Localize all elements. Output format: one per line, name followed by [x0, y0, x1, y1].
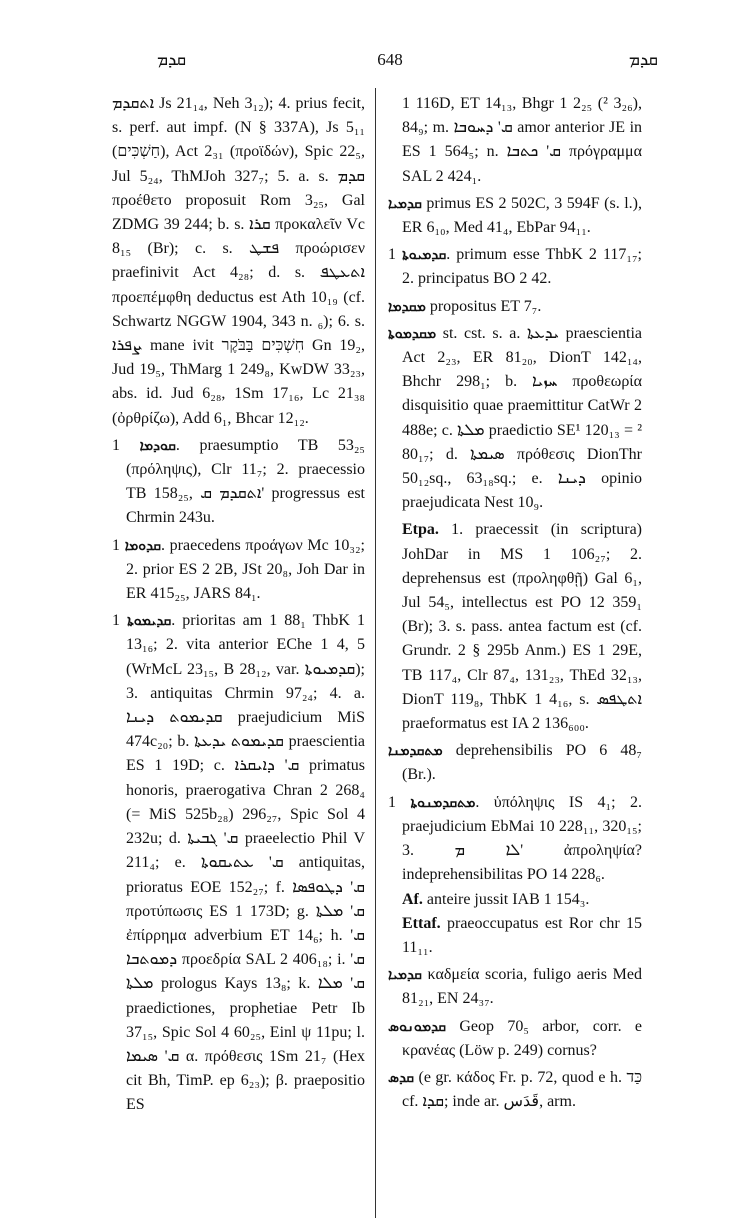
entry-text: 1. praecessit (in scriptura) JohDar in MS 1 106₂₇; 2. deprehensus est (προληφθῇ) Gal 6₁, Jul 54₅, intellectus est PO 12 359₁ (Br); 3. s. pass. antea factum est (cf. Grundr. 2 § 295b Anm.) ES 1 29E, TB 117₄, Clr 87₄, 131₂₃, ThEd 32₁₃, DionT 119₈, ThbK 1 4₁₆, s. ܐܬܛܦܣ praeformatus est IA 2 136₆₀₀.: [402, 521, 642, 733]
entry-lemma: Ettaf.: [402, 914, 441, 932]
entry-lemma: ܡܬܩܕܡܢܐ: [388, 743, 443, 760]
right-column: [388, 92, 642, 1114]
entry-text: deprehensibilis PO 6 48₇ (Br.).: [402, 742, 642, 784]
entry-text: propositus ET 7₇.: [429, 297, 542, 315]
entry-text: (e gr. κάδος Fr. p. 72, quod e h. כַּד cf. ܩܕܐ; inde ar. قَدَس, arm.: [402, 1068, 643, 1111]
entry-text: 1. praesumptio TB 53₂₅ (πρόληψις), Clr 11₇; 2. praecessio TB 158₂₅, ܐܬܩܕܡ ܩ' progressus est Chrmin 243u.: [112, 436, 366, 527]
entry-lemma: ܩܕܣ: [388, 1069, 414, 1086]
dictionary-entry: [112, 609, 365, 1117]
entry-lemma: ܡܬܩܕܡܢܘܬܐ: [410, 794, 476, 811]
entry-lemma: ܩܕܡܝܐ: [388, 195, 422, 212]
column-divider: [375, 88, 376, 1218]
entry-text: anteire jussit IAB 1 154₃.: [426, 890, 590, 908]
entry-text: Geop 70₅ arbor, corr. e κρανέας (Löw p. 249) cornus?: [402, 1017, 643, 1059]
entry-text: ܐܬܩܕܡ Js 21₁₄, Neh 3₁₂); 4. prius fecit, s. perf. aut impf. (N § 337A), Js 5₁₁ (חַשְׁכִּים), Act 2₃₁ (προϊδών), Spic 22₅, Jul 5₂₄, ThMJoh 327₇; 5. a. s. ܩܕܡ προέθετο proposuit Rom 3₂₅, Gal ZDMG 39 244; b. s. ܩܪܐ προκαλεῖν Vc 8₁₅ (Br); c. s. ܦܫܛ προώρισεν praefinivit Act 4₂₈; d. s. ܐܬܥܛܦ προεπέμφθη deductus est Ath 10₁₉ (cf. Schwartz NGGW 1904, 343 n. ₆); 6. s. ܨܦܪܐ mane ivit חִשְׁכִּים בַּבֹּקֶר Gn 19₂, Jud 19₅, ThMarg 1 249₈, KwDW 33₂₃, abs. id. Jud 6₂₈, 1Sm 17₁₆, Lc 21₃₈ (ὀρθρίζω), Add 6₁, Bhcar 12₁₂.: [112, 95, 366, 427]
entry-continuation: [112, 92, 365, 431]
entry-lemma: ܩܕܘܡܐ: [124, 537, 161, 554]
dictionary-entry: [388, 518, 642, 736]
left-column: [112, 92, 365, 1118]
entry-text: 1 116D, ET 14₁₃, Bhgr 1 2₂₅ (² 3₂₆), 84₉; m. ܩ' ܕܚܘܒܐ amor anterior JE in ES 1 564₅; n. ܩ' ܟܬܒܐ πρόγραμμα SAL 2 424₁.: [402, 95, 643, 185]
entry-continuation: [388, 92, 642, 189]
entry-text: st. cst. s. a. ܝܕܥܬܐ praescientia Act 2₂₃, ER 81₂₀, DionT 142₁₄, Bhchr 298₁; b. ܚܙܝܐ προθεωρία disquisitio quae praemittitur CatWr 2 488e; c. ܡܠܬܐ praedictio SE¹ 120₁₃ = ² 80₁₇; d. ܣܝܡܬܐ πρόθεσις DionThr 50₁₂sq., 63₁₈sq.; e. ܕܝܢܐ opinio praejudicata Nest 10₉.: [402, 324, 643, 512]
dictionary-entry: [388, 739, 642, 787]
dictionary-entry: [388, 1066, 642, 1114]
entry-lemma: Af.: [402, 890, 423, 908]
entry-lemma: ܡܩܕܡܐ: [388, 298, 426, 315]
page-number: 648: [377, 50, 403, 69]
entry-lemma: Etpa.: [402, 521, 439, 539]
dictionary-entry: [388, 963, 642, 1011]
dictionary-entry: [112, 534, 365, 607]
entry-text: 1. ὑπόληψις IS 4₁; 2. praejudicium EbMai 10 228₁₁, 320₁₅; 3. ܠܐ ܡ' ἀπροληψία? indeprehensibilitas PO 14 228₆.: [388, 793, 643, 884]
entry-text: 1. primum esse ThbK 2 117₁₇; 2. principatus BO 2 42.: [388, 246, 643, 288]
dictionary-entry: [388, 192, 642, 240]
dictionary-entry: [388, 322, 642, 516]
entry-lemma: ܩܕܡܝܘܬܐ: [402, 247, 447, 264]
entry-lemma: ܩܕܝܡܘܬܐ: [127, 613, 172, 630]
page-header: [95, 50, 685, 80]
dictionary-entry: [388, 243, 642, 291]
entry-text: 1. praecedens προάγων Mc 10₃₂; 2. prior ES 2 2B, JSt 20₈, Joh Dar in ER 415₂₅, JARS 84₁.: [112, 536, 366, 603]
entry-text: 1. prioritas am 1 88₁ ThbK 1 13₁₆; 2. vita anterior EChe 1 4, 5 (WrMcL 23₁₅, B 28₁₂, var. ܩܕܡܝܘܬܐ); 3. antiquitas Chrmin 97₂₄; 4. a. ܩܕܝܡܘܬ ܕܝܢܐ praejudicium MiS 474c₂₀; b. ܩܕܝܡܘܬ ܝܕܥܬܐ praescientia ES 1 19D; c. ܩ' ܕܐܝܩܪܐ primatus honoris, praerogativa Chran 2 268₄ (= MiS 525b₂₈) 296₂₇, Spic Sol 4 232u; d. ܩ' ܓܒܝܬܐ praeelectio Phil V 211₄; e. ܩ' ܥܬܝܩܘܬܐ antiquitas, prioratus EOE 152₂₇; f. ܩ' ܕܛܘܦܣܐ προτύπωσις ES 1 173D; g. ܩ' ܡܠܬܐ ἐπίρρημα adverbium ET 14₆; h. ܩ' ܕܡܘܬܒܐ προεδρία SAL 2 406₁₈; i. ܩ' ܡܠܬܐ prologus Kays 13₈; k. ܩ' ܡܠܐ praedictiones, prophetiae Petr Ib 37₁₅, Spic Sol 4 60₂₅, Einl ψ 11pu; l. ܩ' ܣܝܡܐ α. πρόθεσις 1Sm 21₇ (Hex cit Bh, TimP. ep 6₂₃); β. praepositio ES: [112, 612, 366, 1114]
entry-text: καδμεία scoria, fuligo aeris Med 81₂₁, EN 24₃₇.: [402, 966, 643, 1008]
dictionary-entry: [388, 791, 642, 888]
dictionary-entry: [388, 295, 642, 319]
right-running-headword: ܩܕܡ: [628, 50, 658, 70]
entry-lemma: ܩܕܡܘܢܘܣ: [388, 1018, 446, 1035]
dictionary-entry: [388, 912, 642, 960]
entry-lemma: ܡܩܕܡܘܬܐ: [388, 325, 437, 342]
entry-text: primus ES 2 502C, 3 594F (s. l.), ER 6₁₀, Med 41₄, EbPar 94₁₁.: [402, 194, 643, 237]
entry-text: praeoccupatus est Ror chr 15 11₁₁.: [402, 914, 642, 956]
dictionary-entry: [388, 888, 642, 912]
left-running-headword: ܩܕܡ: [157, 50, 187, 70]
dictionary-entry: [388, 1015, 642, 1063]
entry-lemma: ܩܘܕܡܐ: [139, 437, 176, 454]
dictionary-entry: [112, 434, 365, 531]
entry-lemma: ܩܕܡܝܐ: [388, 967, 422, 984]
